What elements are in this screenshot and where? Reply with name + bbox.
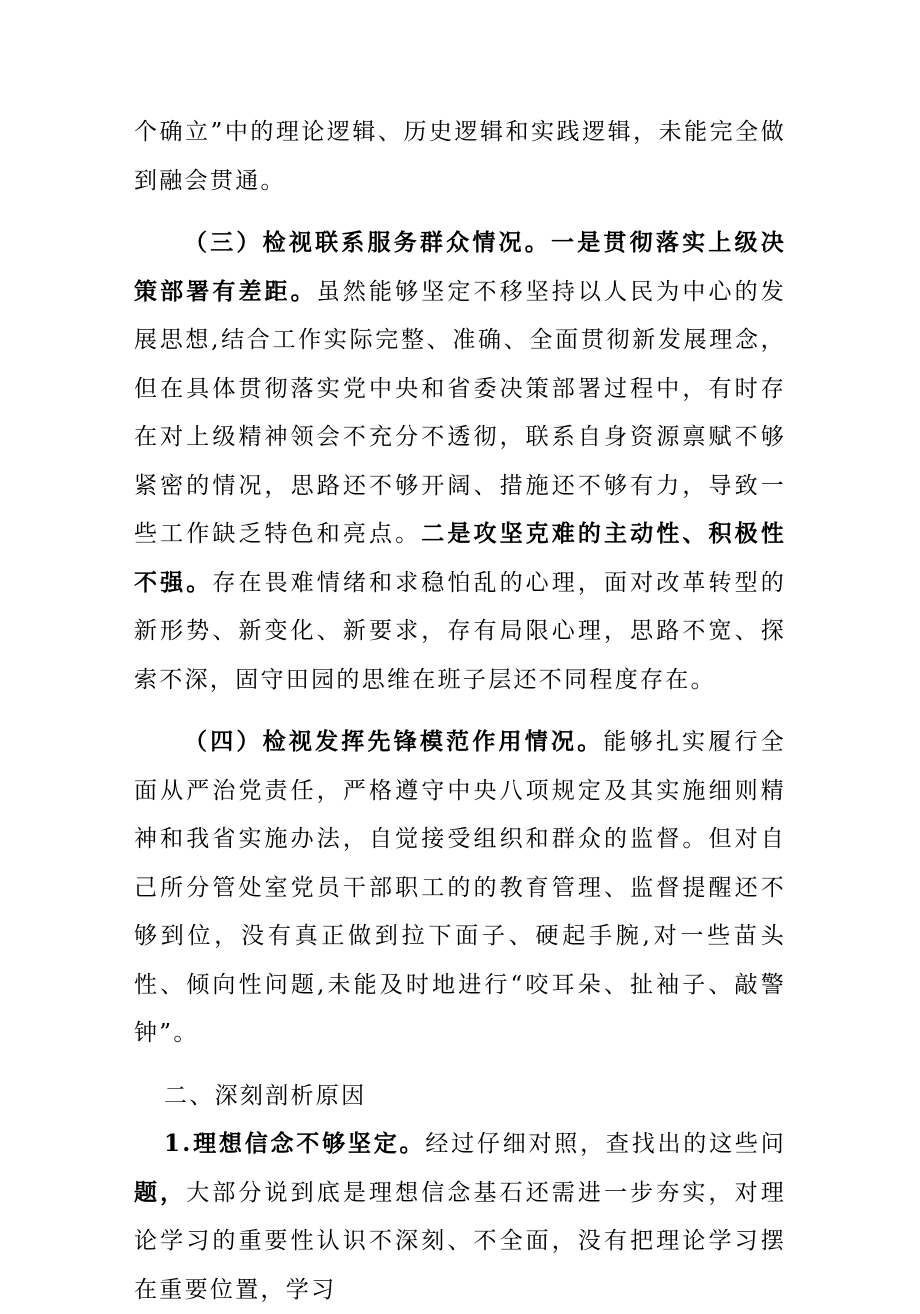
paragraph-cause-1 [134,1120,786,1314]
point-2-heading: 二是攻坚克难的主动性、积极性不强。 [134,520,786,596]
paragraph-continuation [134,108,786,205]
section-4-heading: （四）检视发挥先锋模范作用情况。 [184,728,604,755]
paragraph-section-3 [134,219,786,704]
chapter-heading-text: 二、深刻剖析原因 [164,1082,367,1109]
point-1-heading: 一是贯彻落实上级决策部署有差距。 [134,229,787,305]
chapter-heading [134,1072,786,1121]
paragraph-text: 个确立”中的理论逻辑、历史逻辑和实践逻辑，未能完全做到融会贯通。 [134,119,786,194]
document-body [134,108,786,1314]
cause-1-bold-fragment: 题， [134,1178,187,1206]
point-2-text: 存在畏难情绪和求稳怕乱的心理，面对改革转型的新形势、新变化、新要求，存有局限心理，思路不宽、探索不深，固守田园的思维在班子层还不同程度存在。 [134,569,786,693]
cause-1-heading: 1.理想信念不够坚定。 [164,1130,426,1157]
cause-1-text-a: 经过仔细对照，查找出的这些问 [425,1131,787,1157]
section-4-text: 能够扎实履行全面从严治党责任，严格遵守中央八项规定及其实施细则精神和我省实施办法，自觉接受组织和群众的监督。但对自己所分管处室党员干部职工的的教育管理、监督提醒还不够到位，没有真正做到拉下面子、硬起手腕,对一些苗头性、倾向性问题,未能及时地进行“咬耳朵、扯袖子、敲警钟”。 [134,729,786,1046]
cause-1-text-b: 大部分说到底是理想信念基石还需进一步夯实，对理论学习的重要性认识不深刻、不全面，没有把理论学习摆在重要位置，学习 [134,1179,786,1303]
point-1-text: 虽然能够坚定不移坚持以人民为中心的发展思想,结合工作实际完整、准确、全面贯彻新发展理念，但在具体贯彻落实党中央和省委决策部署过程中，有时存在对上级精神领会不充分不透彻，联系自身资源禀赋不够紧密的情况，思路还不够开阔、措施还不够有力，导致一些工作缺乏特色和亮点。 [134,278,786,547]
section-3-heading: （三）检视联系服务群众情况。 [184,229,551,256]
paragraph-section-4 [134,718,786,1058]
